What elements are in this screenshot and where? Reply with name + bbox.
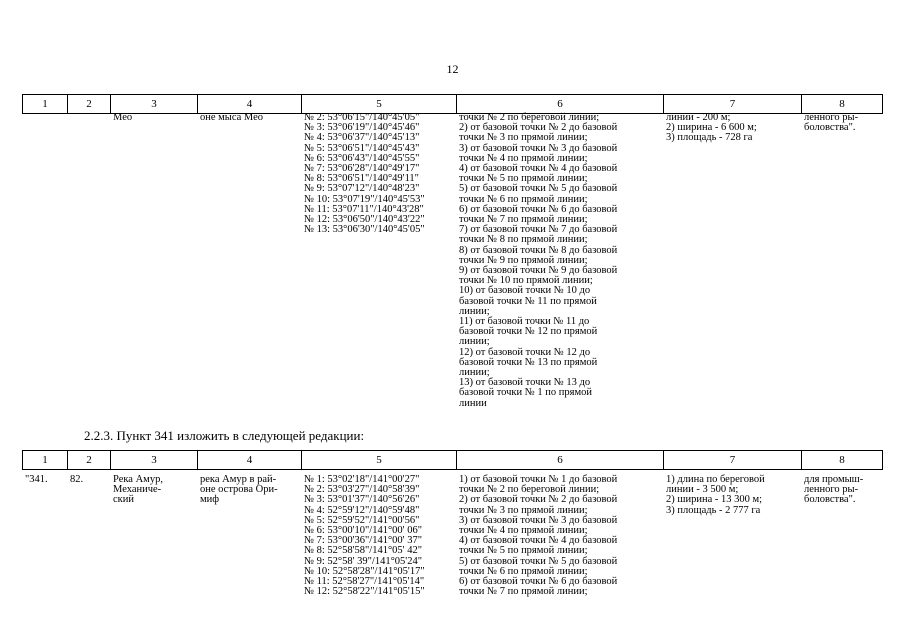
cell-col7-dimensions [663,475,801,597]
cell-col2 [67,113,110,409]
cell-line: № 4: 52°59'12"/140°59'48" [304,504,420,516]
cell-line: 2) ширина - 6 600 м; [666,122,757,134]
section-heading: 2.2.3. Пункт 341 изложить в следующей редакции: [84,428,365,443]
cell-line: 5) от базовой точки № 5 до базовой [459,555,618,567]
cell-col5-coordinates [301,113,456,409]
cell-line: ленного ры- [804,112,859,123]
column-header: 8 [802,95,883,114]
column-header: 3 [111,451,198,470]
cell-line: точки № 5 по прямой линии; [459,545,588,557]
cell-line: Механиче- [113,484,162,496]
cell-line: точки № 4 по прямой линии; [459,525,588,537]
cell-line: № 3: 53°06'19"/140°45'46" [304,122,420,134]
cell-line: базовой точки № 13 по прямой [459,356,598,368]
cell-col3 [110,113,197,409]
cell-line: № 11: 52°58'27"/141°05'14" [304,576,425,588]
cell-line: № 8: 53°06'51"/140°49'11" [304,173,419,185]
cell-line: миф [200,494,220,506]
cell-line: № 6: 53°06'43"/140°45'55" [304,152,420,164]
cell-line: боловства". [804,122,856,134]
cell-line: 3) площадь - 728 га [666,132,753,144]
cell-line: 3) от базовой точки № 3 до базовой [459,514,618,526]
cell-col1 [22,113,67,409]
cell-line: № 6: 53°00'10"/141°00' 06" [304,525,422,537]
cell-line: точки № 3 по прямой линии; [459,132,588,144]
cell-line: 2) ширина - 13 300 м; [666,494,763,506]
cell-line: 7) от базовой точки № 7 до базовой [459,224,618,236]
cell-col8-purpose [801,113,882,409]
cell-line: точки № 9 по прямой линии; [459,254,588,266]
column-header: 3 [111,95,198,114]
cell-col7-dimensions [663,113,801,409]
cell-line: точки № 2 по береговой линии; [459,112,600,123]
cell-col5-coordinates [301,475,456,597]
cell-line: 8) от базовой точки № 8 до базовой [459,244,618,256]
cell-line: ленного ры- [804,484,859,496]
cell-line: "341. [25,474,48,485]
cell-line: № 2: 53°06'15"/140°45'05" [304,112,420,123]
cell-line: № 4: 53°06'37"/140°45'13" [304,132,420,144]
cell-line: оне мыса Мео [200,112,264,123]
cell-line: № 12: 53°06'50"/140°43'22" [304,214,425,226]
cell-line: № 10: 52°58'28"/141°05'17" [304,565,425,577]
cell-line: № 7: 53°00'36"/141°00' 37" [304,535,422,547]
cell-line: 3) от базовой точки № 3 до базовой [459,142,618,154]
cell-line: 1) от базовой точки № 1 до базовой [459,474,618,485]
cell-line: № 1: 53°02'18"/141°00'27" [304,474,420,485]
cell-line: оне острова Ори- [200,484,278,496]
cell-line: базовой точки № 12 по прямой [459,326,598,338]
cell-line: № 5: 53°06'51"/140°45'43" [304,142,420,154]
cell-line: точки № 10 по прямой линии; [459,275,593,287]
cell-line: № 8: 52°58'58"/141°05' 42" [304,545,422,557]
cell-line: 12) от базовой точки № 12 до [459,346,591,358]
cell-col6-boundary-description [456,113,663,409]
cell-line: боловства". [804,494,856,506]
cell-line: 6) от базовой точки № 6 до базовой [459,576,618,588]
cell-col4 [197,113,301,409]
table-row-341 [22,475,882,597]
cell-line: 2) от базовой точки № 2 до базовой [459,494,618,506]
cell-line: Мео [113,112,133,123]
cell-line: линии [459,397,487,409]
cell-col4-location [197,475,301,597]
column-header: 6 [457,451,664,470]
cell-line: № 3: 53°01'37"/140°56'26" [304,494,420,506]
cell-line: 11) от базовой точки № 11 до [459,316,590,328]
column-header: 7 [664,451,802,470]
cell-line: линии - 200 м; [666,112,731,123]
cell-line: № 13: 53°06'30"/140°45'05" [304,224,425,236]
column-header: 4 [198,95,302,114]
cell-line: линии - 3 500 м; [666,484,739,496]
cell-line: № 12: 52°58'22"/141°05'15" [304,586,425,598]
cell-line: 1) длина по береговой [666,474,765,485]
cell-line: точки № 5 по прямой линии; [459,173,588,185]
column-header: 2 [68,95,111,114]
column-header-row-bottom [22,450,883,470]
cell-line: 5) от базовой точки № 5 до базовой [459,183,618,195]
cell-line: точки № 8 по прямой линии; [459,234,588,246]
cell-line: 3) площадь - 2 777 га [666,504,761,516]
column-header: 2 [68,451,111,470]
column-header: 5 [302,95,457,114]
cell-line: линии; [459,336,490,348]
cell-line: точки № 2 по береговой линии; [459,484,600,496]
cell-col1-item-number [22,475,67,597]
cell-line: № 10: 53°07'19"/140°45'53" [304,193,425,205]
cell-col2-row-number [67,475,110,597]
cell-line: № 9: 52°58' 39"/141°05'24" [304,555,422,567]
column-header: 6 [457,95,664,114]
page-number: 12 [446,62,459,76]
cell-line: линии; [459,367,490,379]
column-header: 4 [198,451,302,470]
cell-line: ский [113,494,134,506]
cell-line: точки № 6 по прямой линии; [459,193,588,205]
cell-line: № 9: 53°07'12"/140°48'23" [304,183,420,195]
cell-line: 4) от базовой точки № 4 до базовой [459,535,618,547]
cell-line: точки № 7 по прямой линии; [459,586,588,598]
cell-line: базовой точки № 1 по прямой [459,387,592,399]
cell-line: река Амур в рай- [200,474,277,485]
cell-line: № 5: 52°59'52"/141°00'56" [304,514,420,526]
cell-line: № 7: 53°06'28"/140°49'17" [304,163,420,175]
cell-line: 82. [70,474,84,485]
cell-col3-name [110,475,197,597]
cell-line: 4) от базовой точки № 4 до базовой [459,163,618,175]
cell-line: 10) от базовой точки № 10 до [459,285,591,297]
cell-line: для промыш- [804,474,864,485]
cell-line: 2) от базовой точки № 2 до базовой [459,122,618,134]
cell-line: точки № 3 по прямой линии; [459,504,588,516]
cell-line: линии; [459,305,490,317]
column-header: 1 [23,451,68,470]
column-header: 1 [23,95,68,114]
cell-line: точки № 7 по прямой линии; [459,214,588,226]
cell-line: 6) от базовой точки № 6 до базовой [459,203,618,215]
column-header: 7 [664,95,802,114]
column-header: 5 [302,451,457,470]
cell-line: 13) от базовой точки № 13 до [459,377,591,389]
table-row-continued [22,113,882,409]
cell-line: Река Амур, [113,474,163,485]
cell-line: № 11: 53°07'11"/140°43'28" [304,203,424,215]
cell-line: точки № 4 по прямой линии; [459,152,588,164]
cell-line: точки № 6 по прямой линии; [459,565,588,577]
cell-line: базовой точки № 11 по прямой [459,295,597,307]
cell-col6-boundary-description [456,475,663,597]
cell-line: № 2: 53°03'27"/140°58'39" [304,484,420,496]
cell-col8-purpose [801,475,882,597]
cell-line: 9) от базовой точки № 9 до базовой [459,265,618,277]
column-header-row-top [22,94,883,114]
column-header: 8 [802,451,883,470]
